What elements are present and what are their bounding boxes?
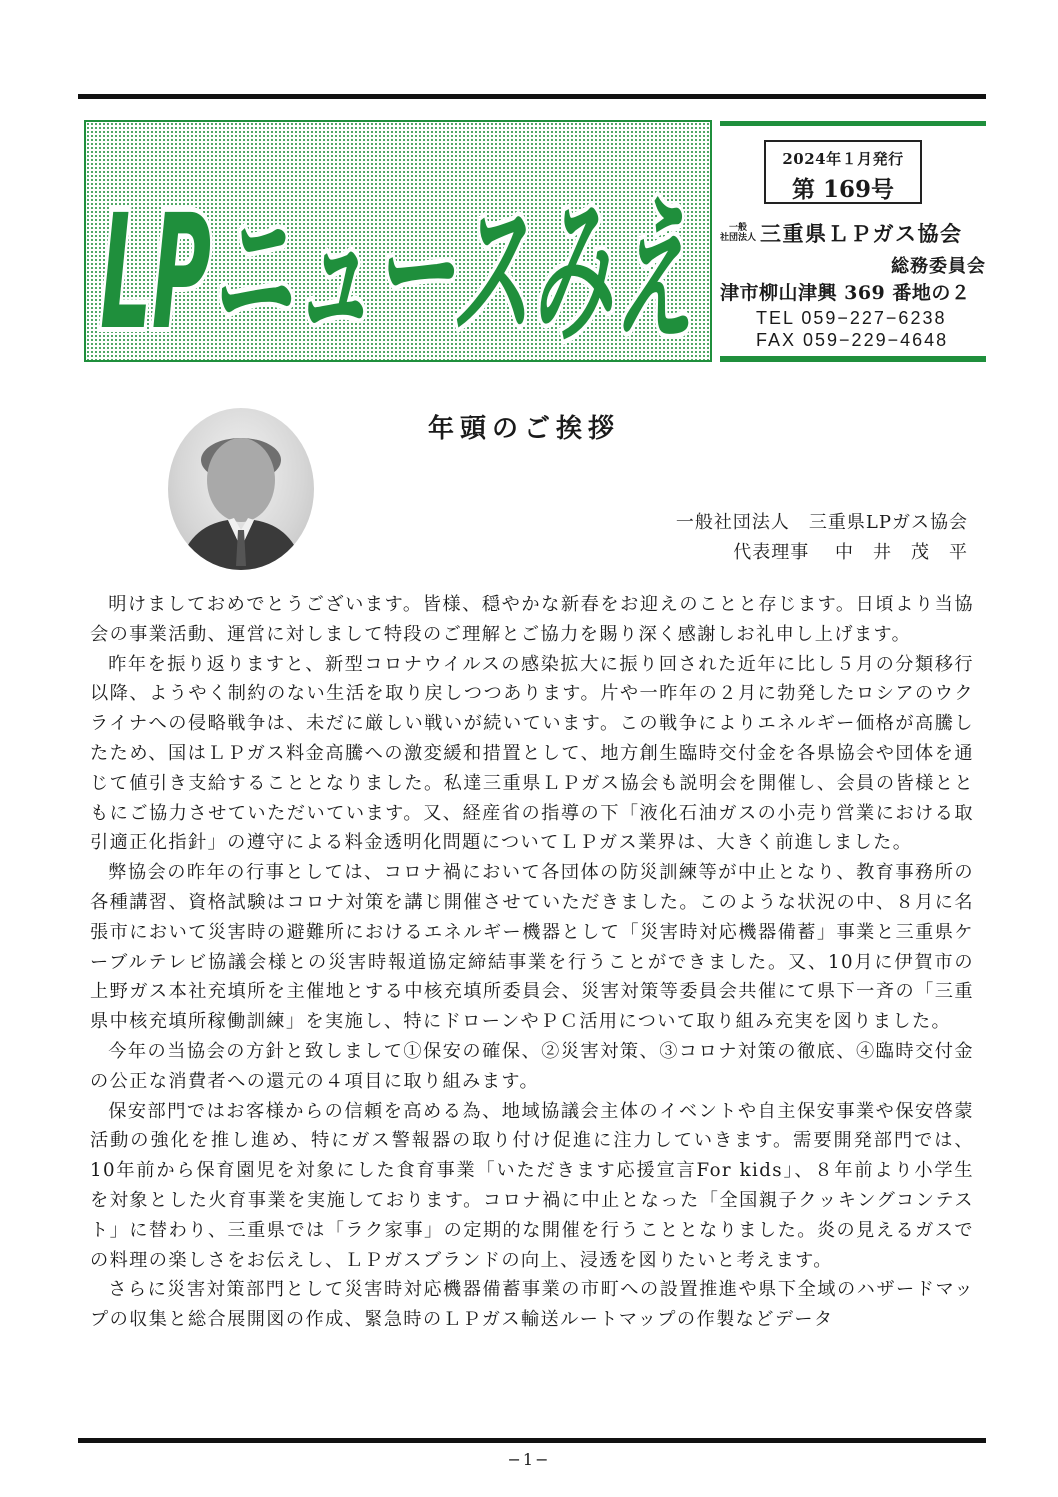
paragraph: 明けましておめでとうございます。皆様、穏やかな新春をお迎えのことと存じます。日頃より当協会の事業活動、運営に対しまして特段のご理解とご協力を賜り深く感謝しお礼申し上げます。	[90, 594, 974, 645]
author-portrait	[168, 408, 314, 570]
org-prefix-line2: 社団法人	[720, 233, 757, 243]
top-rule	[78, 94, 986, 99]
paragraph: 弊協会の昨年の行事としては、コロナ禍において各団体の防災訓練等が中止となり、教育事務所の各種講習、資格試験はコロナ対策を講じ開催させていただきました。このような状況の中、８月に名張市において災害時の避難所におけるエネルギー機器として「災害時対応機器備蓄」事業と三重県ケーブルテレビ協議会様との災害時報道協定締結事業を行うことができました。又、10月に伊賀市の上野ガス本社充填所を主催地とする中核充填所委員会、災害対策等委員会共催にて県下一斉の「三重県中核充填所稼働訓練」を実施し、特にドローンやＰＣ活用について取り組み充実を図りました。	[90, 862, 974, 1033]
address: 津市柳山津興 369 番地の２	[720, 282, 971, 304]
masthead-logo	[84, 120, 712, 362]
masthead-green-bar-top	[720, 121, 986, 126]
fax-number: FAX 059−229−4648	[756, 330, 949, 350]
author-name: 代表理事 中 井 茂 平	[733, 542, 968, 563]
issue-date: 2024年１月発行	[782, 150, 904, 168]
paragraph: さらに災害対策部門として災害時対応機器備蓄事業の市町への設置推進や県下全域のハザードマップの収集と総合展開図の作成、緊急時のＬＰガス輸送ルートマップの作製などデータ	[90, 1279, 974, 1331]
article-title: 年頭のご挨拶	[428, 414, 621, 444]
logo-text: LPニュースみえ	[100, 181, 694, 360]
organization-name: 三重県ＬＰガス協会	[760, 221, 963, 246]
committee-name: 総務委員会	[891, 256, 986, 277]
author-organization: 一般社団法人 三重県LPガス協会	[675, 512, 968, 533]
article-body	[90, 590, 974, 1335]
masthead-green-bar-bottom	[720, 356, 986, 362]
logo-text-outline: LPニュースみえ	[100, 181, 694, 360]
paragraph: 昨年を振り返りますと、新型コロナウイルスの感染拡大に振り回された近年に比し５月の分類移行以降、ようやく制約のない生活を取り戻しつつあります。片や一昨年の２月に勃発したロシアのウクライナへの侵略戦争は、未だに厳しい戦いが続いています。この戦争によりエネルギー価格が高騰したため、国はＬＰガス料金高騰への激変緩和措置として、地方創生臨時交付金を各県協会や団体を通じて値引き支給することとなりました。私達三重県ＬＰガス協会も説明会を開催し、会員の皆様とともにご協力させていただいています。又、経産省の指導の下「液化石油ガスの小売り営業における取引適正化指針」の遵守による料金透明化問題についてＬＰガス業界は、大きく前進しました。	[90, 653, 974, 854]
portrait-photo	[168, 408, 314, 570]
tel-number: TEL 059−227−6238	[756, 308, 947, 328]
org-prefix-line1: 一般	[729, 223, 748, 233]
paragraph: 今年の当協会の方針と致しまして①保安の確保、②災害対策、③コロナ対策の徹底、④臨時交付金の公正な消費者への還元の４項目に取り組みます。	[90, 1040, 974, 1092]
logo-graphic	[86, 122, 710, 360]
bottom-rule	[78, 1438, 986, 1443]
org-prefix	[720, 223, 756, 243]
page-number: −1−	[507, 1450, 551, 1469]
paragraph: 保安部門ではお客様からの信頼を高める為、地域協議会主体のイベントや自主保安事業や保安啓蒙活動の強化を推し進め、特にガス警報器の取り付け促進に注力していきます。需要開発部門では、10年前から保育園児を対象にした食育事業「いただきます応援宣言For kids」、８年前より小学生を対象とした火育事業を実施しております。コロナ禍に中止となった「全国親子クッキングコンテスト」に替わり、三重県では「ラク家事」の定期的な開催を行うこととなりました。炎の見えるガスでの料理の楽しさをお伝えし、ＬＰガスブランドの向上、浸透を図りたいと考えます。	[90, 1100, 974, 1271]
issue-box	[764, 140, 922, 204]
issue-number: 第 169号	[791, 176, 895, 203]
organization-line	[720, 218, 986, 248]
